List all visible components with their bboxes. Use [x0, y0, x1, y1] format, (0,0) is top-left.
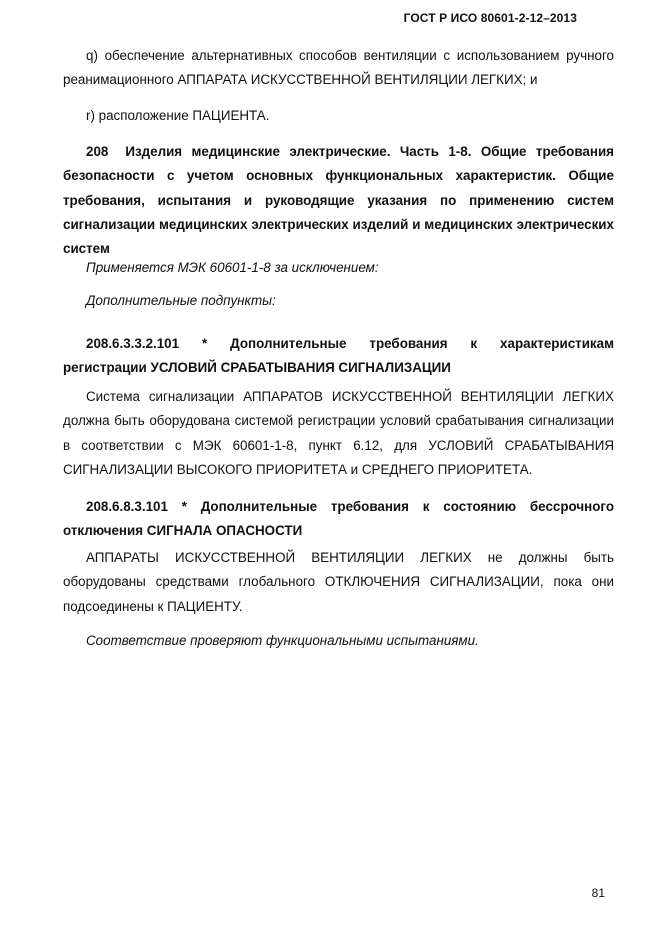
list-item-q: [63, 44, 614, 93]
list-marker-q: q): [86, 48, 98, 63]
list-item-r: [63, 104, 614, 128]
clause-2-heading-line2: отключения СИГНАЛА ОПАСНОСТИ: [63, 523, 303, 538]
list-text-r: расположение ПАЦИЕНТА.: [98, 108, 270, 123]
section-208-number: 208: [86, 144, 109, 159]
section-208-title: Изделия медицинские электрические. Часть 1-8. Общие требования безопасности с учетом основных функциональных характеристик. Общие требования, испытания и руководящие указания по применению систем сигнализации медицинских электрических изделий и медицинских электрических систем: [63, 144, 614, 257]
section-208-additional: Дополнительные подпункты:: [86, 293, 276, 308]
clause-1-heading-line2: регистрации УСЛОВИЙ СРАБАТЫВАНИЯ СИГНАЛИЗАЦИИ: [63, 360, 451, 375]
clause-1-heading-line1: 208.6.3.3.2.101 * Дополнительные требования к характеристикам: [86, 336, 614, 351]
list-marker-r: r): [86, 108, 95, 123]
clause-2-compliance: Соответствие проверяют функциональными испытаниями.: [86, 633, 479, 648]
document-header: ГОСТ Р ИСО 80601-2-12–2013: [403, 11, 577, 25]
page-number: 81: [591, 886, 605, 900]
clause-2-heading-line1: 208.6.8.3.101 * Дополнительные требования к состоянию бессрочного: [86, 499, 614, 514]
section-208-heading: [63, 140, 614, 261]
list-text-q: обеспечение альтернативных способов вентиляции с использованием ручного реанимационного АППАРАТА ИСКУССТВЕННОЙ ВЕНТИЛЯЦИИ ЛЕГКИХ; и: [63, 48, 614, 88]
section-208-applies: Применяется МЭК 60601-1-8 за исключением:: [86, 260, 379, 275]
clause-2-body: АППАРАТЫ ИСКУССТВЕННОЙ ВЕНТИЛЯЦИИ ЛЕГКИХ не должны быть оборудованы средствами глобального ОТКЛЮЧЕНИЯ СИГНАЛИЗАЦИИ, пока они подсоединены к ПАЦИЕНТУ.: [63, 550, 614, 614]
clause-1-body: Система сигнализации АППАРАТОВ ИСКУССТВЕННОЙ ВЕНТИЛЯЦИИ ЛЕГКИХ должна быть оборудована системой регистрации условий срабатывания сигнализации в соответствии с МЭК 60601-1-8, пункт 6.12, для УСЛОВИЙ СРАБАТЫВАНИЯ СИГНАЛИЗАЦИИ ВЫСОКОГО ПРИОРИТЕТА и СРЕДНЕГО ПРИОРИТЕТА.: [63, 389, 614, 477]
